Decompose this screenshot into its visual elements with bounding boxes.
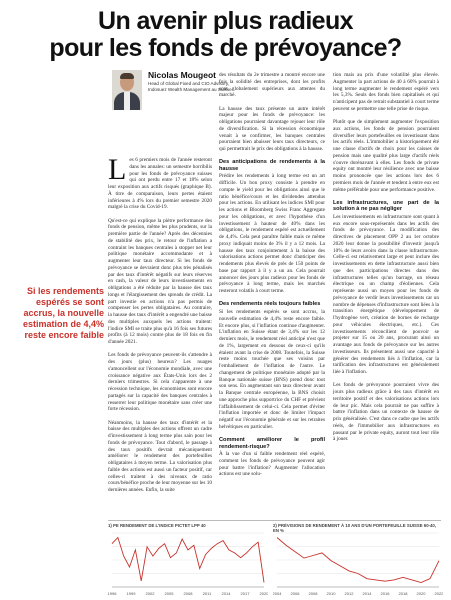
x-tick-label: 2011 <box>202 591 212 596</box>
article-headline <box>0 8 451 62</box>
x-tick-label: 2020 <box>416 591 426 596</box>
author-role: Head of Global Fixed and CIO Advisory, Indosuez Wealth Management au Suisse <box>148 81 232 92</box>
x-tick-label: 2002 <box>145 591 155 596</box>
x-tick-label: 2005 <box>164 591 174 596</box>
pull-quote: Si les rendements espérés se sont accrus, la nouvelle estimation de 4,4% reste encore faible <box>22 286 104 340</box>
x-tick-label: 2012 <box>344 591 354 596</box>
x-tick-label: 2008 <box>183 591 193 596</box>
chart-2-return-forecast <box>273 529 443 597</box>
paragraph: Néanmoins, la hausse des taux d'intérêt et la baisse des multiples des actions offrent un cadre d'investissement à long terme plus sain pour les fonds de prévoyance. Tout d'abord, le passage à des taux positifs devrait mécaniquement améliorer le rendement des portefeuilles obligataires à moyen terme. La valorisation plus faible des actions est aussi un facteur positif, car celles-ci traitent à des niveaux de ratio cours/bénéfice proche de leur moyenne sur les 10 dernières années. Enfin, la suite <box>108 419 212 493</box>
section-heading: Les infrastructures, une part de la solution à ne pas négliger <box>333 199 439 213</box>
paragraph: Prédire les rendements à long terme est un art difficile. Un bon proxy consiste à prendre en compte le yield pour les obligations ainsi que le ratio bénéfice/cours et les dividendes attendus pour les actions. En utilisant les indices SMI pour les actions et Bloomberg Swiss Franc Aggregate pour les obligations, et avec l'hypothèse d'un investissement à hauteur de 40% dans les obligations, le rendement espéré est actuellement de 4,4%. Cela peut paraître faible mais ce même proxy indiquait moins de 3% il y a 12 mois. La hausse des taux conjointement à la baisse des valorisations actions permet donc d'anticiper des rendements plus élevés de près de 150 points de base par rapport à il y a un an. Cela pourrait annoncer des jours plus radieux pour les fonds de prévoyance à long terme, mais les marchés resteront volatils à court terme. <box>219 173 325 295</box>
x-tick-label: 2020 <box>259 591 268 596</box>
paragraph: Plutôt que de simplement augmenter l'exposition aux actions, les fonds de pension pourraient diversifier leurs portefeuilles en investissant dans les actifs réels. L'immobilier a historiquement été une classe d'actifs de choix pour les caisses de pension mais une qualité plus large d'actifs réels s'ouvre dorénavant à elles. Les fonds de private equity ont montré leur résilience avec une baisse moins prononcée que les actions lors des 6 premiers mois de l'année et tendent à entre eux est même préférable pour une performance positive. <box>333 119 439 193</box>
section-heading: Comment améliorer le profil rendement-risque? <box>219 437 325 450</box>
x-tick-label: 2008 <box>308 591 318 596</box>
paragraph: tion mais au prix d'une volatilité plus élevée. Augmenter la part actions de 40 à 60% pourrait à long terme augmenter le rendement espéré vers les 5,3%. Seuls des fonds bien capitalisés et qui n'anticipent pas de retrait substantiel à court terme peuvent se permettre une telle prise de risque. <box>333 72 439 112</box>
x-tick-label: 2004 <box>273 591 282 596</box>
paragraph: Les 6 premiers mois de l'année resteront dans les annales: un semestre horribilis pour les fonds de prévoyance suisses qui ont perdu entre 17 et 18% selon leur exposition aux actifs risqués (graphique B). À titre de comparaison, leurs pertes étaient inférieures à 4% lors du premier semestre 2020 malgré la crise du Covid-19. <box>108 153 212 211</box>
paragraph: des résultats du 2e trimestre a montré encore une fois la solidité des entreprises, dont les profits sont globalement supérieurs aux attentes du marché. <box>219 72 325 99</box>
section-heading: Des anticipations de rendements à la hausse <box>219 159 325 172</box>
article-column-3 <box>333 72 439 450</box>
x-tick-label: 2017 <box>240 591 250 596</box>
x-tick-label: 2016 <box>380 591 390 596</box>
x-tick-label: 1996 <box>108 591 117 596</box>
x-tick-label: 2022 <box>434 591 443 596</box>
paragraph: À la vue d'un si faible rendement réel espéré, comment les fonds de prévoyance peuvent agir pour battre l'inflation? Augmenter l'allocation actions est une solu- <box>219 451 325 478</box>
x-tick-label: 2014 <box>221 591 231 596</box>
paragraph: Qu'est-ce qui explique la piètre performance des fonds de pension, même les plus prudents, sur la première partie de l'année? Après des décennies de stabilité des prix, le retour de l'inflation a contraint les banques centrales à stopper net leur politique monétaire accommodante et à augmenter leur taux directeur. Si les fonds de prévoyance se devraient donc plus très pénalisés par des taux d'intérêt négatifs sur leurs réserves en cash, la valeur de leurs investissements en obligations a été réduite par la hausse des taux longs et l'élargissement des spreads de crédit. La part investie en actions n'a pas permis de compenser les pertes obligataires. Au contraire, la hausse des taux d'intérêt a engendré une baisse des multiples auxquels les actions traitent: l'indice SMI se traite plus qu'à 16 fois ses futures profits (à 12 mois) contre plus de 18 fois en fin d'année 2021. <box>108 217 212 345</box>
chart-divider <box>108 520 441 521</box>
author-name: Nicolas Mougeot <box>148 70 217 80</box>
section-heading: Des rendements réels toujours faibles <box>219 301 321 308</box>
chart-1-title: 1) PE RENDEMENT DE L'INDICE PICTET LPP 40 <box>108 523 206 528</box>
x-tick-label: 2018 <box>398 591 408 596</box>
x-tick-label: 2014 <box>362 591 372 596</box>
article-column-2 <box>219 72 325 485</box>
paragraph: Les fonds de prévoyance peuvent-ils s'attendre à des jours (plus) heureux? Les nuages s'amoncellent sur l'économie mondiale, avec une croissance négative aux États-Unis lors des 2 derniers trimestres. Si cela s'apparente à une récession technique, les économistes sont encore partagés sur la capacité des banques centrales à resserrer leur politique monétaire sans créer une forte récession. <box>108 352 212 413</box>
paragraph: Si les rendements espérés se sont accrus, la nouvelle estimation de 4,4% reste encore faible. Et encore plus, si l'inflation continue d'augmenter. L'inflation en Suisse étant de 3,4% sur les 12 derniers mois, le rendement réel anticipé n'est que de 1%, largement en dessous de ceux-ci qu'ils étaient avant la crise de 2008. Toutefois, la Suisse reste moins touchée que ses voisins par l'emballement de l'inflation de l'autre. Le changement de politique monétaire adopté par la Banque nationale suisse (BNS) prend donc tout son sens. En augmentant son taux directeur avant la Banque centrale européenne, la BNS choisit une approche plus supportrice du CHF et prévient l'affaiblissement de celui-ci. Cela permet d'éviter l'inflation importée et donc de limiter l'impact négatif sur l'économie générale et sur les retraites helvétiques en particulier. <box>219 309 325 430</box>
paragraph: La hausse des taux présente un autre intérêt majeur pour les fonds de prévoyance: les obligations pourraient davantage rejouer leur rôle de diversification. Si la récession économique venait à se confirmer, les banques centrales pourraient bien abaisser leurs taux directeurs, ce qui permettrait le prix des obligations à la hausse. <box>219 105 325 152</box>
paragraph: Les investissements en infrastructure sont quant à eux encore sous-représentés dans les actifs des fonds de prévoyance. La modification des directives de placement OPP 2 au 1er octobre 2020 leur donne la possibilité d'investir jusqu'à 10% de leurs avoirs dans la classe infrastructure. Celle-ci est relativement large et peut inclure des investissements en dette infrastructure aussi bien que des participations directes dans des infrastructures telles qu'un barrage, un réseau électrique ou un champ d'éoliennes. Cela représente aussi un moyen pour les fonds de prévoyance de verdir leurs investissements car un nombre de dépenses d'infrastructure sont liées à la transition énergétique (développement de l'hydrogène vert, création de bornes de recharge pour véhicules électriques, etc.). Ces investissements réconcilient de pouvoir se projeter sur 15 ou 20 ans, procurant ainsi un avantage aux fonds de prévoyance sur les autres investisseurs. Ils présentent aussi une capacité à générer des rendements liés à l'inflation, car la tarification des infrastructures est généralement liée à l'inflation. <box>333 213 439 376</box>
paragraph: Les fonds de prévoyance pourraient vivre des jours plus radieux grâce à des taux d'intérêt en territoire positif et des valorisations actions lors de leur pic. Mais cela pourrait ne pas suffire à battre l'inflation dans un contexte de hausse de prix généralisée. C'est dans ce cadre que les actifs réels, de l'immobilier aux infrastructures en passant par le private equity, auront tout leur rôle à jouer. <box>333 382 439 443</box>
x-tick-label: 2006 <box>290 591 300 596</box>
x-tick-label: 2010 <box>326 591 336 596</box>
chart-1-pictet-lpp40 <box>108 529 268 597</box>
headline-line-2: pour les fonds de prévoyance? <box>49 34 402 62</box>
author-portrait <box>112 70 142 110</box>
article-column-1 <box>108 153 212 500</box>
chart-2-title: 2) PRÉVISIONS DE RENDEMENT À 10 ANS D'UN PORTEFEUILLE SUISSE 60-40, EN % <box>273 523 436 533</box>
drop-cap: L <box>108 153 127 186</box>
x-tick-label: 1999 <box>126 591 136 596</box>
headline-line-1: Un avenir plus radieux <box>98 7 353 35</box>
